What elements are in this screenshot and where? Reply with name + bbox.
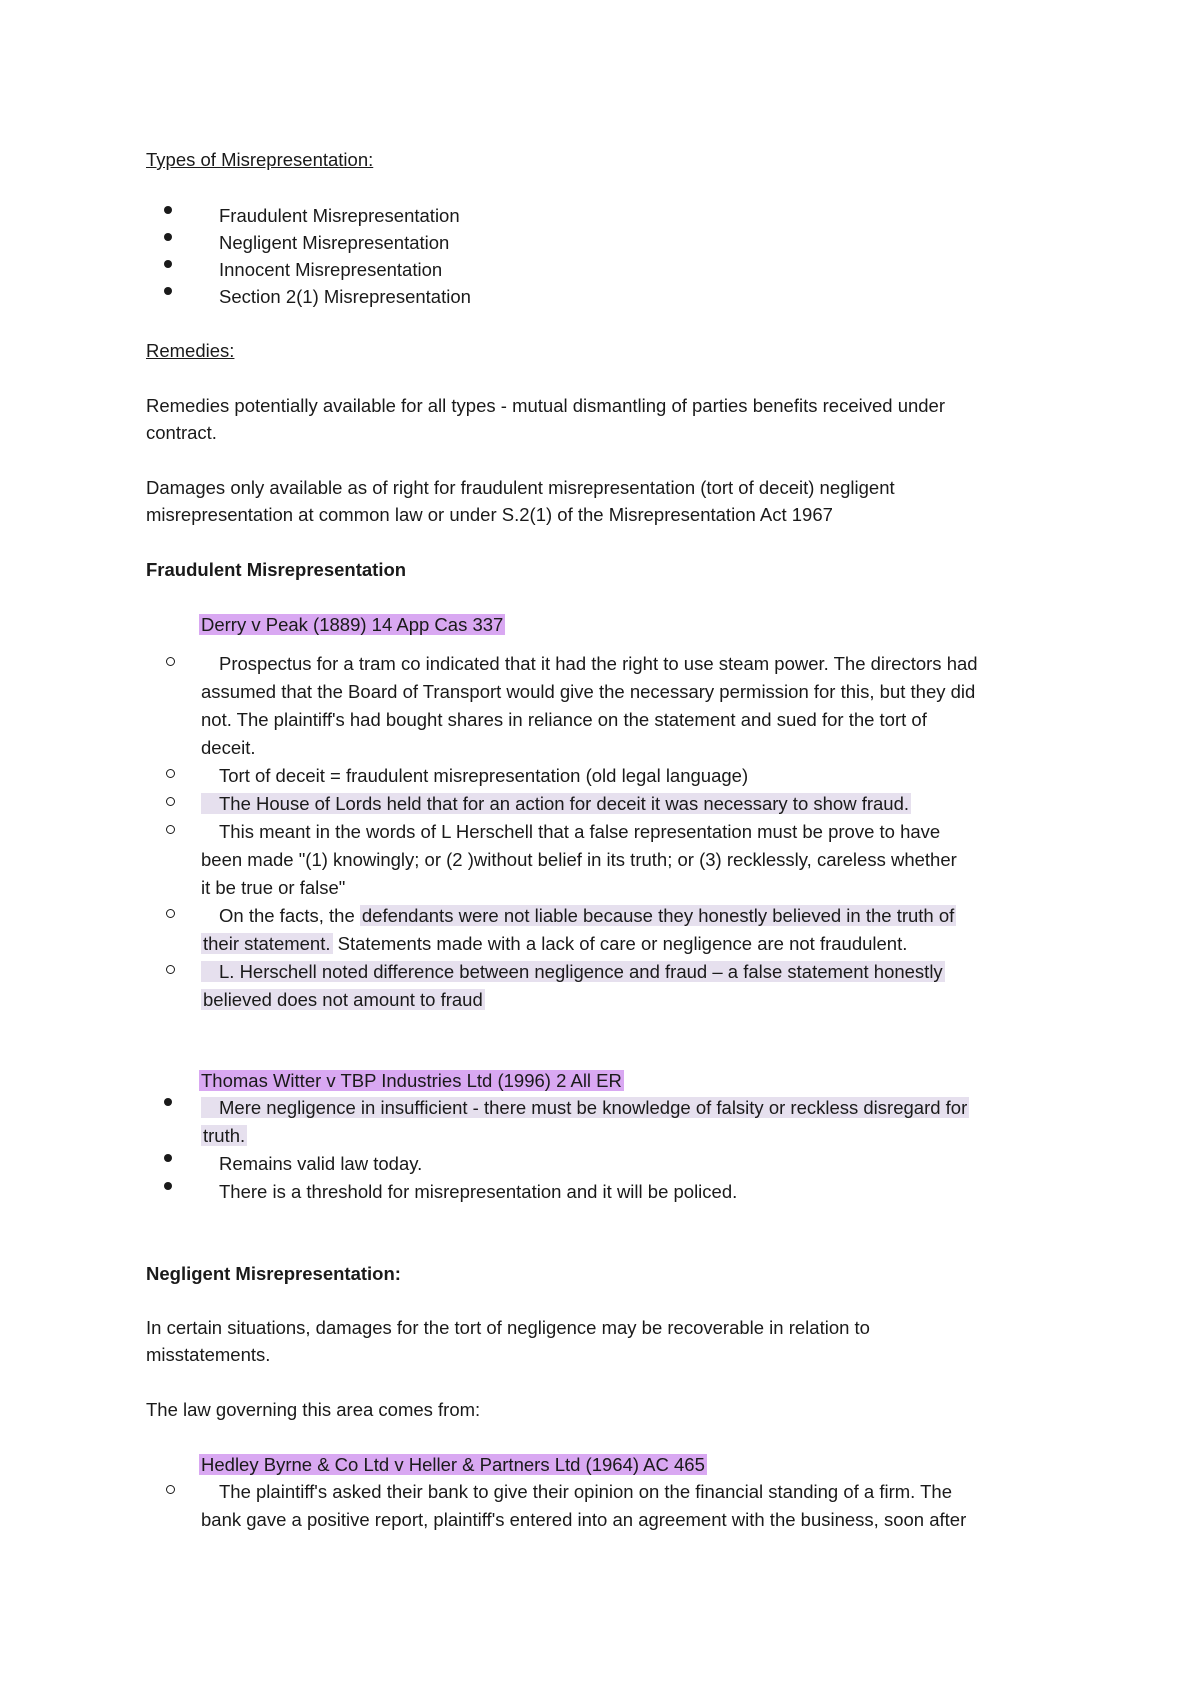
type-item: Fraudulent Misrepresentation <box>219 205 460 226</box>
derry-herschell-line: been made "(1) knowingly; or (2 )without belief in its truth; or (3) recklessly, careless whether <box>201 849 957 870</box>
derry-point: Tort of deceit = fraudulent misrepresentation (old legal language) <box>219 765 749 786</box>
grey-highlight: L. Herschell noted difference between negligence and fraud – a false statement honestly <box>201 961 945 982</box>
types-heading: Types of Misrepresentation: <box>146 149 374 170</box>
fraudulent-heading: Fraudulent Misrepresentation <box>146 559 407 580</box>
circle-bullet-icon <box>166 769 175 778</box>
case-highlight: Derry v Peak (1889) 14 App Cas 337 <box>201 614 504 635</box>
bullet-icon <box>164 1154 172 1162</box>
outcome-suffix: Statements made with a lack of care or negligence are not fraudulent. <box>332 933 908 954</box>
witter-point <box>201 1094 969 1121</box>
bullet-icon <box>164 287 172 295</box>
derry-herschell-line: This meant in the words of L Herschell that a false representation must be prove to have <box>219 821 941 842</box>
case-highlight: Hedley Byrne & Co Ltd v Heller & Partners Ltd (1964) AC 465 <box>201 1454 705 1475</box>
grey-highlight: truth. <box>203 1125 246 1146</box>
derry-herschell-line: it be true or false" <box>201 877 346 898</box>
circle-bullet-icon <box>166 1485 175 1494</box>
remedies-paragraph-line: contract. <box>146 422 217 443</box>
bullet-icon <box>164 1182 172 1190</box>
type-item: Innocent Misrepresentation <box>219 259 443 280</box>
damages-paragraph-line: misrepresentation at common law or under S.2(1) of the Misrepresentation Act 1967 <box>146 504 833 525</box>
type-item: Negligent Misrepresentation <box>219 232 450 253</box>
grey-highlight: their statement. <box>203 933 331 954</box>
type-item: Section 2(1) Misrepresentation <box>219 286 471 307</box>
circle-bullet-icon <box>166 909 175 918</box>
bullet-icon <box>164 1098 172 1106</box>
circle-bullet-icon <box>166 657 175 666</box>
witter-point: There is a threshold for misrepresentation and it will be policed. <box>219 1181 738 1202</box>
grey-highlight: Mere negligence in insufficient - there must be knowledge of falsity or reckless disregard for <box>201 1097 969 1118</box>
witter-point <box>201 1122 247 1149</box>
derry-difference-line <box>201 958 945 985</box>
derry-facts-line: assumed that the Board of Transport would give the necessary permission for this, but they did <box>201 681 976 702</box>
hedley-facts-line: bank gave a positive report, plaintiff's entered into an agreement with the business, soon after <box>201 1509 967 1530</box>
negligent-heading: Negligent Misrepresentation: <box>146 1263 401 1284</box>
grey-highlight: The House of Lords held that for an action for deceit it was necessary to show fraud. <box>201 793 911 814</box>
derry-facts-outcome <box>219 902 956 929</box>
case-title-witter <box>199 1067 624 1094</box>
remedies-paragraph-line: Remedies potentially available for all types - mutual dismantling of parties benefits received under <box>146 395 946 416</box>
circle-bullet-icon <box>166 797 175 806</box>
hedley-facts-line: The plaintiff's asked their bank to give their opinion on the financial standing of a firm. The <box>219 1481 953 1502</box>
derry-facts-line: deceit. <box>201 737 256 758</box>
derry-facts-outcome-cont <box>201 930 907 957</box>
law-governing-line: The law governing this area comes from: <box>146 1399 481 1420</box>
circle-bullet-icon <box>166 965 175 974</box>
derry-facts-line: not. The plaintiff's had bought shares in reliance on the statement and sued for the tort of <box>201 709 927 730</box>
negligent-paragraph-line: misstatements. <box>146 1344 271 1365</box>
case-highlight: Thomas Witter v TBP Industries Ltd (1996) 2 All ER <box>201 1070 622 1091</box>
witter-point: Remains valid law today. <box>219 1153 423 1174</box>
circle-bullet-icon <box>166 825 175 834</box>
damages-paragraph-line: Damages only available as of right for fraudulent misrepresentation (tort of deceit) negligent <box>146 477 895 498</box>
bullet-icon <box>164 233 172 241</box>
outcome-prefix: On the facts, the <box>219 905 360 926</box>
case-title-hedley <box>199 1451 707 1478</box>
bullet-icon <box>164 206 172 214</box>
remedies-heading: Remedies: <box>146 340 235 361</box>
negligent-paragraph-line: In certain situations, damages for the tort of negligence may be recoverable in relation to <box>146 1317 870 1338</box>
case-title-derry <box>199 611 505 638</box>
derry-facts-line: Prospectus for a tram co indicated that it had the right to use steam power. The directors had <box>219 653 978 674</box>
bullet-icon <box>164 260 172 268</box>
grey-highlight: defendants were not liable because they honestly believed in the truth of <box>361 905 955 926</box>
grey-highlight: believed does not amount to fraud <box>203 989 483 1010</box>
derry-point-highlighted <box>201 790 911 817</box>
derry-difference-line <box>201 986 485 1013</box>
